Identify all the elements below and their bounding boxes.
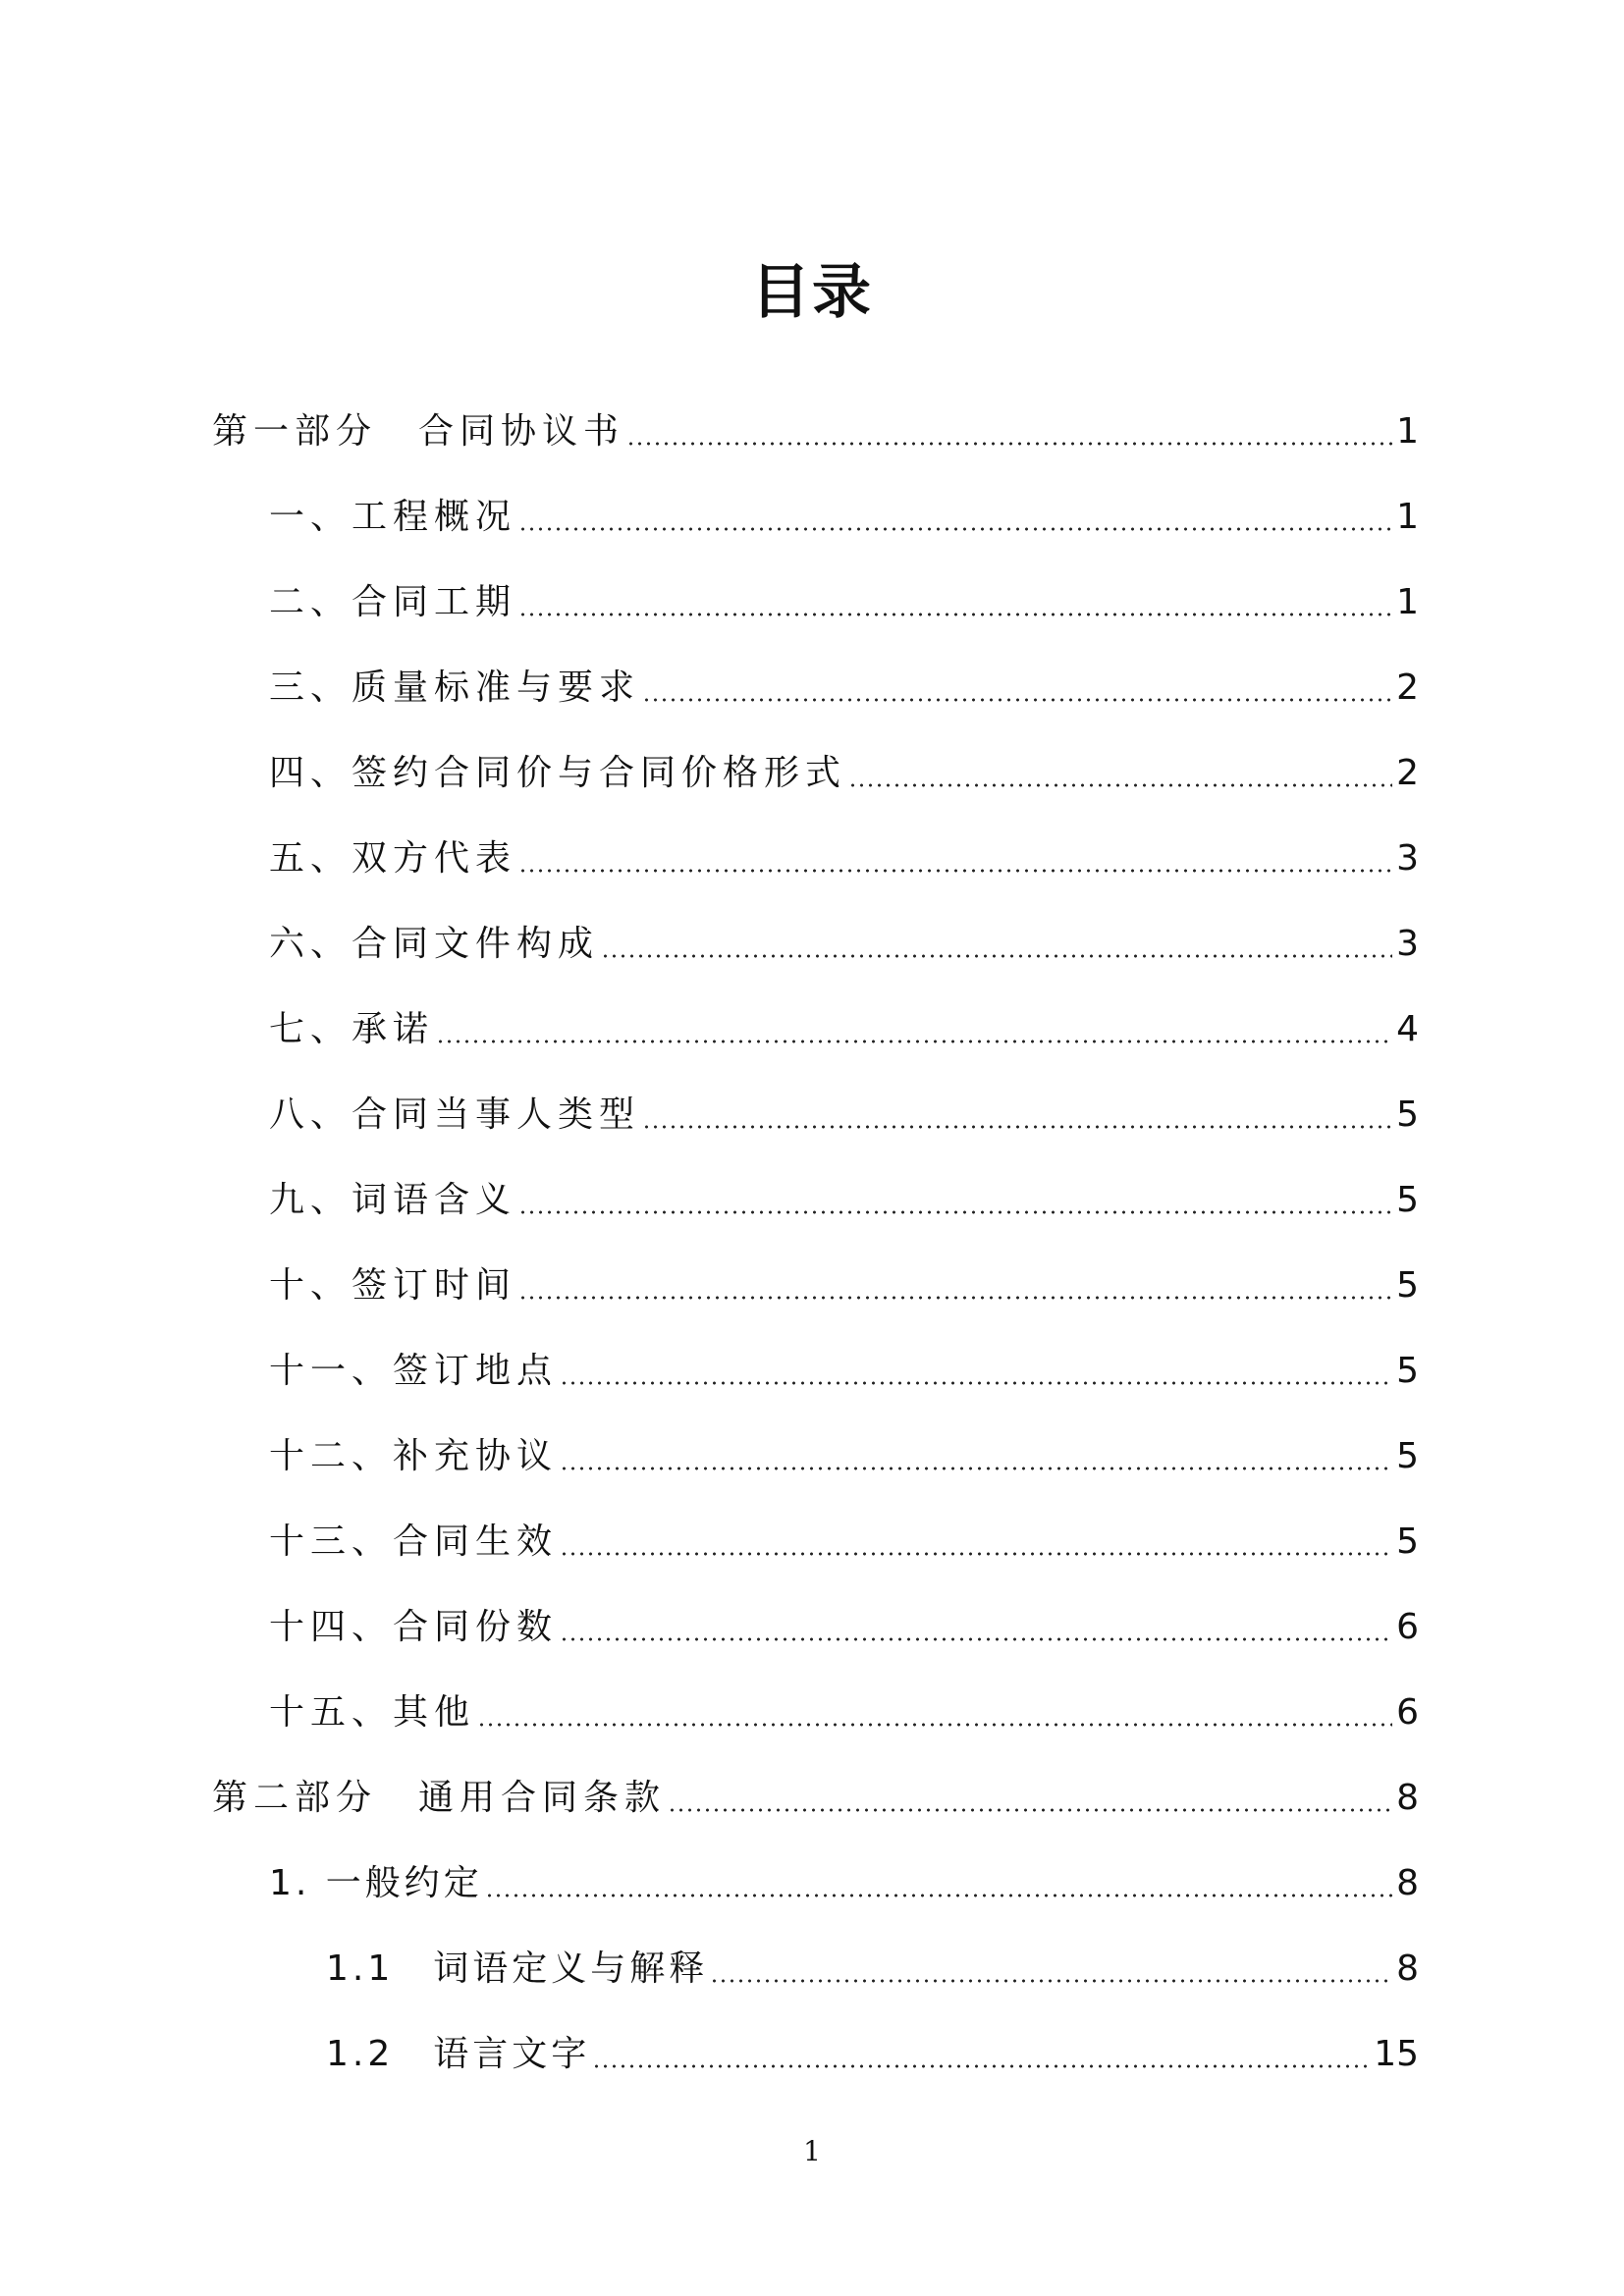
toc-page-number: 1 [1396,582,1419,622]
dot-leader [477,1721,1392,1729]
toc-page-number: 3 [1396,924,1419,964]
toc-entry-section-10[interactable] [269,1256,1419,1315]
toc-entry-section-3[interactable] [269,659,1419,718]
toc-entry-label: 七、承诺 [269,1009,435,1049]
toc-entry-clause-1[interactable] [269,1854,1419,1913]
toc-page-number: 5 [1396,1265,1419,1306]
dot-leader [601,952,1392,960]
toc-entry-part-1[interactable] [212,402,1419,461]
dot-leader [642,696,1392,704]
dot-leader [518,867,1392,875]
toc-entry-label: 十四、合同份数 [269,1607,559,1647]
dot-leader [560,1465,1392,1472]
toc-page-number: 3 [1396,838,1419,879]
dot-leader [518,611,1392,618]
toc-entry-section-6[interactable] [269,915,1419,974]
toc-entry-section-8[interactable] [269,1086,1419,1145]
toc-entry-section-14[interactable] [269,1598,1419,1657]
dot-leader [626,440,1392,448]
toc-page-number: 8 [1396,1949,1419,1989]
dot-leader [668,1806,1392,1814]
toc-entry-clause-1-2[interactable] [326,2025,1419,2084]
dot-leader [592,2062,1370,2070]
toc-entry-label: 十一、签订地点 [269,1351,559,1391]
toc-entry-clause-1-1[interactable] [326,1940,1419,1999]
toc-entry-section-2[interactable] [269,573,1419,632]
dot-leader [560,1550,1392,1558]
toc-page-number: 8 [1396,1778,1419,1818]
dot-leader [710,1977,1392,1985]
toc-page-number: 5 [1396,1436,1419,1476]
toc-entry-section-1[interactable] [269,488,1419,547]
dot-leader [485,1892,1392,1899]
toc-entry-label: 五、双方代表 [269,838,517,879]
dot-leader [436,1038,1392,1045]
toc-page-number: 2 [1396,753,1419,793]
page-title: 目录 [751,258,873,327]
toc-entry-label: 1.1 词语定义与解释 [326,1949,709,1989]
toc-entry-label: 1. 一般约定 [269,1863,483,1903]
toc-entry-label: 三、质量标准与要求 [269,667,641,708]
toc-entry-section-4[interactable] [269,744,1419,803]
toc-entry-label: 八、合同当事人类型 [269,1095,641,1135]
toc-page-number: 5 [1396,1351,1419,1391]
toc-entry-section-7[interactable] [269,1000,1419,1059]
toc-entry-part-2[interactable] [212,1769,1419,1828]
toc-page-number: 2 [1396,667,1419,708]
toc-page-number: 1 [1396,411,1419,452]
toc-entry-label: 1.2 语言文字 [326,2034,591,2074]
toc-page-number: 5 [1396,1095,1419,1135]
dot-leader [518,525,1392,533]
dot-leader [560,1379,1392,1387]
toc-page-number: 6 [1396,1692,1419,1733]
toc-entry-label: 十三、合同生效 [269,1522,559,1562]
page-number: 1 [803,2135,821,2167]
dot-leader [642,1123,1392,1131]
toc-entry-label: 六、合同文件构成 [269,924,600,964]
toc-page-number: 6 [1396,1607,1419,1647]
dot-leader [848,781,1392,789]
toc-entry-label: 二、合同工期 [269,582,517,622]
dot-leader [518,1294,1392,1302]
toc-entry-section-13[interactable] [269,1513,1419,1572]
toc-entry-section-11[interactable] [269,1342,1419,1401]
toc-page-number: 15 [1374,2034,1419,2074]
toc-entry-label: 第一部分 合同协议书 [212,411,625,452]
toc-entry-section-9[interactable] [269,1171,1419,1230]
toc-entry-label: 十、签订时间 [269,1265,517,1306]
toc-entry-section-15[interactable] [269,1683,1419,1742]
toc-entry-label: 九、词语含义 [269,1180,517,1220]
toc-page-number: 8 [1396,1863,1419,1903]
toc-page-number: 5 [1396,1180,1419,1220]
toc-page-number: 4 [1396,1009,1419,1049]
toc-entry-label: 第二部分 通用合同条款 [212,1778,667,1818]
toc-entry-label: 十五、其他 [269,1692,476,1733]
toc-page-number: 5 [1396,1522,1419,1562]
toc-entry-label: 四、签约合同价与合同价格形式 [269,753,847,793]
dot-leader [518,1208,1392,1216]
toc-entry-label: 一、工程概况 [269,497,517,537]
toc-entry-section-12[interactable] [269,1427,1419,1486]
toc-entry-label: 十二、补充协议 [269,1436,559,1476]
toc-page-number: 1 [1396,497,1419,537]
toc-entry-section-5[interactable] [269,829,1419,888]
dot-leader [560,1635,1392,1643]
